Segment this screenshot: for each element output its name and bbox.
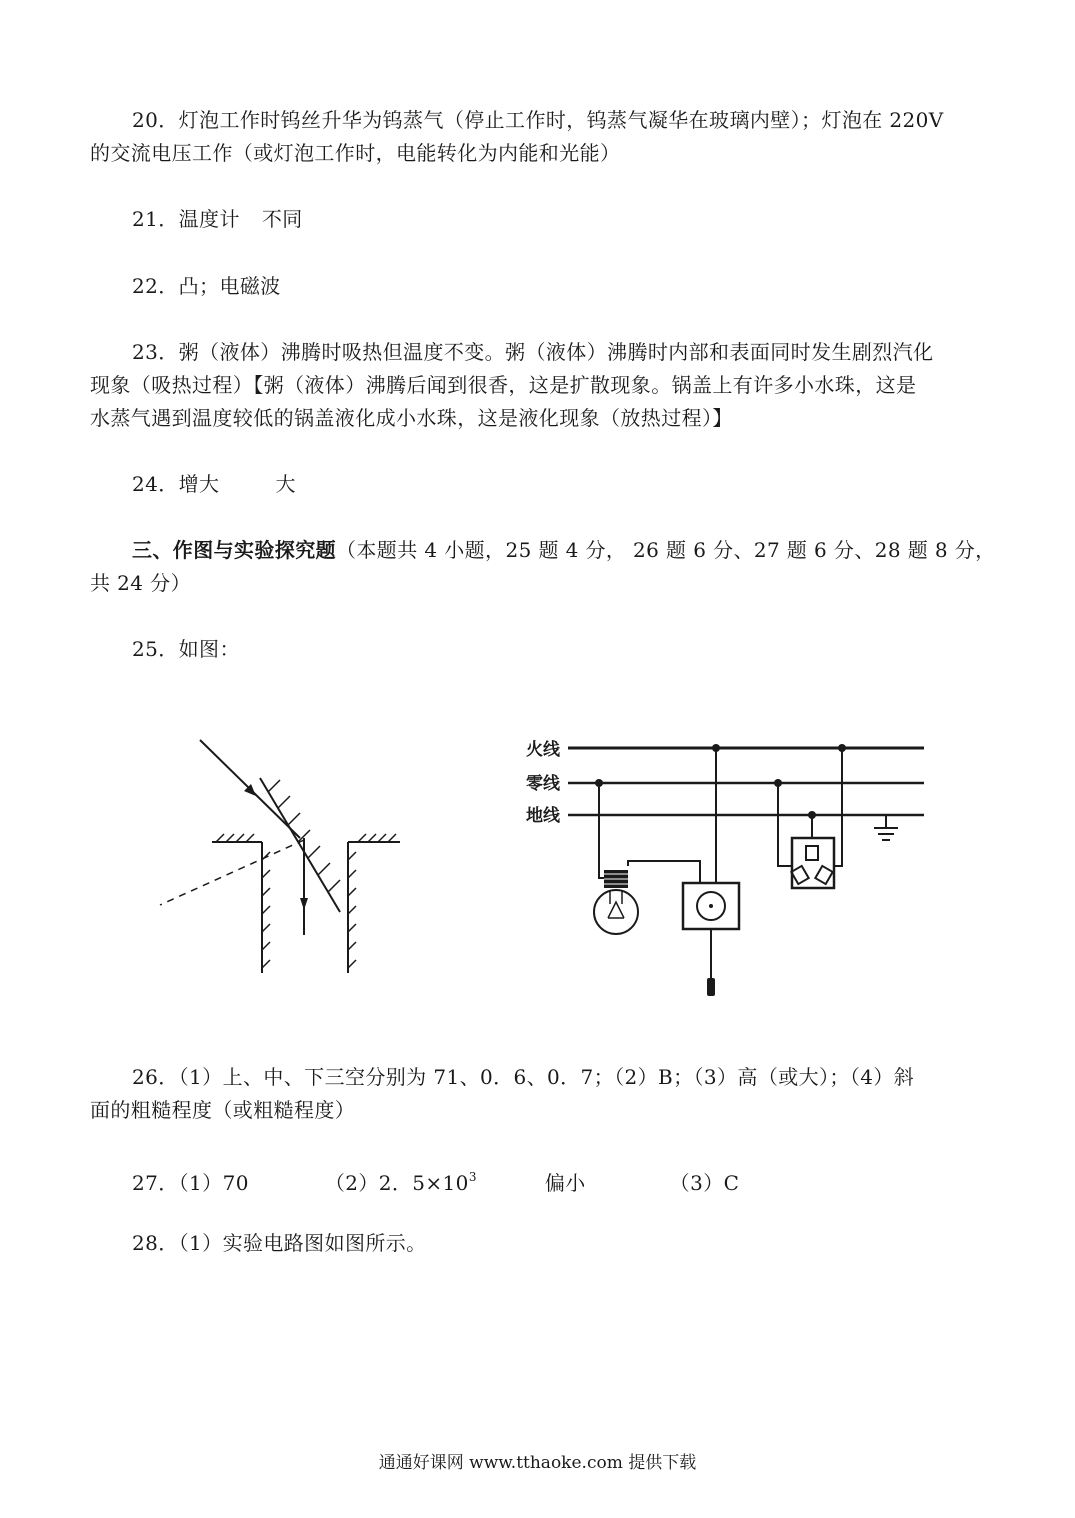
answer-28 [90,1227,976,1260]
pull-cord-handle [707,978,715,996]
answer-27-part4: （3）C [669,1171,740,1195]
lamp-neutral-lead [599,783,608,878]
answer-26 [90,1061,976,1127]
answer-22-text: 22．凸；电磁波 [132,274,281,298]
section-3-desc-line2: 共 24 分） [90,571,191,595]
answer-27 [90,1161,976,1200]
answer-27-part3: 偏小 [544,1171,586,1195]
section-3-title: 三、作图与实验探究题 [132,538,336,562]
answer-27-part2: （2）2．5×10 [324,1171,469,1195]
lamp-switch-lead [628,861,700,883]
neutral-wire-label: 零线 [526,774,560,794]
three-pin-socket [791,838,834,888]
section-3-desc-line1: （本题共 4 小题，25 题 4 分， 26 题 6 分、27 题 6 分、28 题 8 分， [336,538,996,562]
live-wire-label: 火线 [526,740,560,760]
right-wall-hatching [348,834,396,968]
answer-23-line1: 23．粥（液体）沸腾时吸热但温度不变。粥（液体）沸腾时内部和表面同时发生剧烈汽化 [132,340,934,364]
answer-23-line3: 水蒸气遇到温度较低的锅盖液化成小水珠，这是液化现象（放热过程）】 [90,406,733,430]
answer-24-number: 24．增大 [132,472,220,496]
socket-neutral-lead [778,783,792,866]
circuit-diagram [520,728,930,1008]
answer-21-value: 不同 [261,207,303,231]
light-bulb [594,870,638,934]
answer-27-part1: 27．（1）70 [132,1171,249,1195]
ground-symbol [874,815,898,840]
optics-diagram [150,730,410,980]
reflected-ray-arrow [300,898,308,910]
ground-wire-label: 地线 [526,806,560,826]
virtual-ray [160,840,304,905]
answer-24-value: 大 [275,472,296,496]
answer-27-exponent: 3 [468,1170,477,1184]
answer-23 [90,336,976,435]
answer-21 [90,203,976,236]
wall-switch [683,883,739,929]
answer-21-number: 21．温度计 [132,207,240,231]
section-3-heading [90,534,996,600]
answer-25 [90,633,976,666]
answer-23-line2: 现象（吸热过程）【粥（液体）沸腾后闻到很香，这是扩散现象。锅盖上有许多小水珠，这是 [90,373,917,397]
page-footer: 通通好课网 www.tthaoke.com 提供下载 [378,1453,697,1473]
answer-20-line2: 的交流电压工作（或灯泡工作时，电能转化为内能和光能） [90,141,621,165]
answer-26-line1: 26．（1）上、中、下三空分别为 71、0．6、0．7；（2）B；（3）高（或大）；（4）斜 [132,1065,915,1089]
answer-26-line2: 面的粗糙程度（或粗糙程度） [90,1098,356,1122]
answer-28-text: 28．（1）实验电路图如图所示。 [132,1231,427,1255]
answer-22 [90,270,976,303]
answer-24 [90,468,976,501]
answer-25-text: 25．如图： [132,637,240,661]
answer-20 [90,104,976,170]
answer-20-line1: 20．灯泡工作时钨丝升华为钨蒸气（停止工作时，钨蒸气凝华在玻璃内壁）；灯泡在 220V [132,108,944,132]
